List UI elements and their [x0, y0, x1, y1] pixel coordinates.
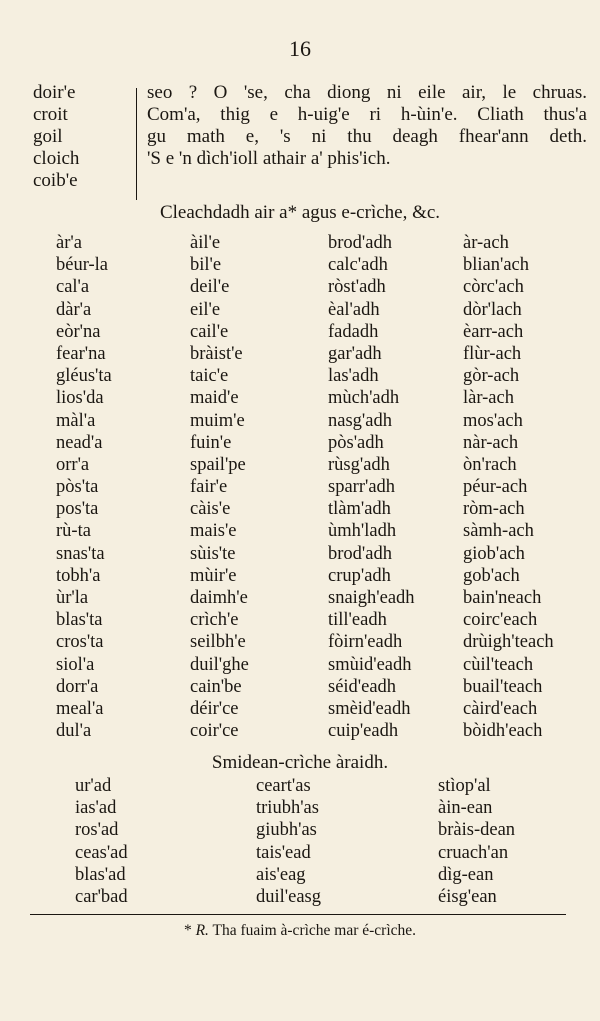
word-entry: òn'rach — [463, 454, 517, 475]
word-entry: sàmh-ach — [463, 521, 534, 542]
word-entry: buail'teach — [463, 676, 543, 697]
word-entry: orr'a — [56, 454, 90, 475]
word-entry: cùil'teach — [463, 654, 534, 675]
word-entry: gar'adh — [328, 343, 382, 364]
word-entry: cain'be — [190, 676, 242, 697]
word-entry: càird'each — [463, 698, 538, 719]
word-entry: séid'eadh — [328, 676, 397, 697]
word-entry: daimh'e — [190, 588, 248, 608]
word-entry: eil'e — [190, 299, 221, 320]
word-entry: nàr-ach — [463, 432, 519, 453]
word-entry: rù-ta — [56, 521, 91, 542]
word-column-3 — [328, 232, 415, 742]
word-entry: dàr'a — [56, 299, 92, 320]
word-entry: seilbh'e — [190, 632, 246, 653]
suffix-column-2 — [256, 775, 321, 908]
word-entry: flùr-ach — [463, 343, 522, 364]
word-entry: fuin'e — [190, 432, 232, 453]
word-entry: snas'ta — [56, 543, 105, 564]
margin-word: goil — [33, 126, 63, 147]
word-entry: deil'e — [190, 277, 230, 298]
word-entry: lios'da — [56, 388, 104, 409]
word-entry: dorr'a — [56, 676, 99, 697]
word-entry: duil'ghe — [190, 654, 249, 675]
word-entry: fair'e — [190, 477, 228, 498]
word-entry: pos'ta — [56, 499, 99, 520]
footnote-text: Tha fuaim à-crìche mar é-crìche. — [212, 922, 417, 939]
word-entry: mos'ach — [463, 410, 523, 431]
word-entry: màl'a — [56, 410, 96, 431]
vertical-divider — [136, 88, 137, 200]
suffix-word-entry: giubh'as — [256, 820, 317, 841]
word-entry: déir'ce — [190, 698, 239, 719]
word-entry: smùid'eadh — [328, 654, 412, 675]
suffix-word-entry: car'bad — [75, 886, 128, 907]
suffix-word-entry: ceas'ad — [75, 842, 128, 863]
word-entry: taic'e — [190, 366, 229, 387]
footnote-label: R. — [195, 922, 209, 939]
word-entry: dòr'lach — [463, 299, 522, 320]
word-entry: béur-la — [56, 255, 109, 276]
word-entry: bil'e — [190, 255, 222, 276]
word-entry: sùis'te — [190, 543, 236, 564]
margin-word: croit — [33, 104, 68, 125]
suffix-word-entry: bràis-dean — [438, 820, 516, 841]
word-entry: smèid'eadh — [328, 698, 411, 719]
word-entry: fòirn'eadh — [328, 632, 403, 653]
word-entry: blian'ach — [463, 255, 529, 276]
word-entry: gob'ach — [463, 565, 520, 586]
word-entry: muim'e — [190, 410, 245, 431]
word-column-1 — [56, 232, 112, 742]
footnote — [0, 922, 600, 940]
suffix-word-entry: éisg'ean — [438, 886, 497, 907]
paragraph-line: seo ? O 'se, cha diong ni eile air, le chruas. — [147, 82, 587, 103]
word-entry: mùch'adh — [328, 388, 400, 409]
word-entry: cros'ta — [56, 632, 104, 653]
suffix-word-entry: blas'ad — [75, 864, 126, 885]
word-column-4 — [463, 232, 554, 742]
word-entry: cuip'eadh — [328, 721, 399, 742]
word-entry: bain'neach — [463, 588, 542, 608]
word-entry: cail'e — [190, 321, 229, 342]
word-entry: eòr'na — [56, 321, 101, 342]
word-entry: tobh'a — [56, 565, 101, 586]
word-entry: èal'adh — [328, 299, 380, 320]
word-entry: èarr-ach — [463, 321, 524, 342]
reading-paragraph — [147, 82, 587, 170]
word-entry: till'eadh — [328, 610, 387, 631]
word-entry: gléus'ta — [56, 366, 112, 387]
word-entry: bràist'e — [190, 343, 243, 364]
word-entry: ùr'la — [56, 588, 89, 608]
suffix-column-3 — [438, 775, 515, 908]
word-entry: àr-ach — [463, 233, 509, 253]
word-entry: crìch'e — [190, 610, 239, 631]
word-entry: àil'e — [190, 233, 221, 253]
word-entry: coirc'each — [463, 610, 538, 631]
word-entry: brod'adh — [328, 543, 392, 564]
suffix-word-entry: ur'ad — [75, 776, 112, 796]
word-entry: sparr'adh — [328, 477, 396, 498]
suffix-word-entry: ros'ad — [75, 820, 119, 841]
word-entry: fadadh — [328, 321, 379, 342]
page-number: 16 — [289, 36, 311, 61]
word-entry: mùir'e — [190, 565, 237, 586]
word-entry: cal'a — [56, 277, 90, 298]
word-entry: maid'e — [190, 388, 239, 409]
word-entry: blas'ta — [56, 610, 103, 631]
word-entry: fear'na — [56, 343, 106, 364]
word-entry: nasg'adh — [328, 410, 392, 431]
word-entry: péur-ach — [463, 477, 528, 498]
footnote-divider — [30, 914, 566, 915]
word-entry: nead'a — [56, 432, 103, 453]
word-entry: ròst'adh — [328, 277, 386, 298]
word-entry: àr'a — [56, 233, 82, 253]
word-entry: dul'a — [56, 721, 92, 742]
suffix-word-entry: stìop'al — [438, 776, 491, 796]
word-entry: gòr-ach — [463, 366, 520, 387]
word-column-2 — [190, 232, 249, 742]
suffix-word-entry: triubh'as — [256, 798, 319, 819]
word-entry: coir'ce — [190, 721, 239, 742]
margin-word: doir'e — [33, 82, 76, 103]
suffix-word-entry: cruach'an — [438, 842, 509, 863]
suffix-column-1 — [75, 775, 128, 908]
word-entry: ròm-ach — [463, 499, 525, 520]
suffix-word-entry: ceart'as — [256, 776, 311, 796]
word-entry: calc'adh — [328, 255, 388, 276]
margin-word-list — [33, 82, 133, 192]
paragraph-line: 'S e 'n dìch'ioll athair a' phis'ich. — [147, 148, 391, 169]
word-entry: drùigh'teach — [463, 632, 554, 653]
word-entry: meal'a — [56, 698, 104, 719]
word-entry: las'adh — [328, 366, 379, 387]
word-entry: ùmh'ladh — [328, 521, 397, 542]
word-entry: crup'adh — [328, 565, 391, 586]
word-entry: làr-ach — [463, 388, 514, 409]
word-entry: tlàm'adh — [328, 499, 391, 520]
word-entry: còrc'ach — [463, 277, 524, 298]
word-entry: bòidh'each — [463, 721, 543, 742]
word-entry: brod'adh — [328, 233, 392, 253]
suffix-word-entry: ias'ad — [75, 798, 117, 819]
word-entry: mais'e — [190, 521, 237, 542]
paragraph-line: Com'a, thig e h-uig'e ri h-ùin'e. Cliath thus'a — [147, 104, 587, 125]
word-entry: pòs'adh — [328, 432, 384, 453]
word-entry: càis'e — [190, 499, 231, 520]
word-entry: giob'ach — [463, 543, 525, 564]
word-entry: spail'pe — [190, 454, 246, 475]
subsection-title: Smidean-crìche àraidh. — [211, 752, 389, 773]
suffix-word-entry: ais'eag — [256, 864, 306, 885]
margin-word: coib'e — [33, 170, 78, 191]
section-title: Cleachdadh air a* agus e-crìche, &c. — [159, 202, 441, 223]
footnote-marker: * — [183, 922, 192, 939]
paragraph-line: gu math e, 's ni thu deagh fhear'ann deth. — [147, 126, 587, 147]
word-entry: pòs'ta — [56, 477, 99, 498]
suffix-word-entry: dìg-ean — [438, 864, 494, 885]
word-entry: siol'a — [56, 654, 95, 675]
suffix-word-entry: tais'ead — [256, 842, 311, 863]
word-entry: rùsg'adh — [328, 454, 390, 475]
suffix-word-entry: àin-ean — [438, 798, 493, 819]
margin-word: cloich — [33, 148, 80, 169]
suffix-word-entry: duil'easg — [256, 886, 321, 907]
word-entry: snaigh'eadh — [328, 588, 415, 608]
